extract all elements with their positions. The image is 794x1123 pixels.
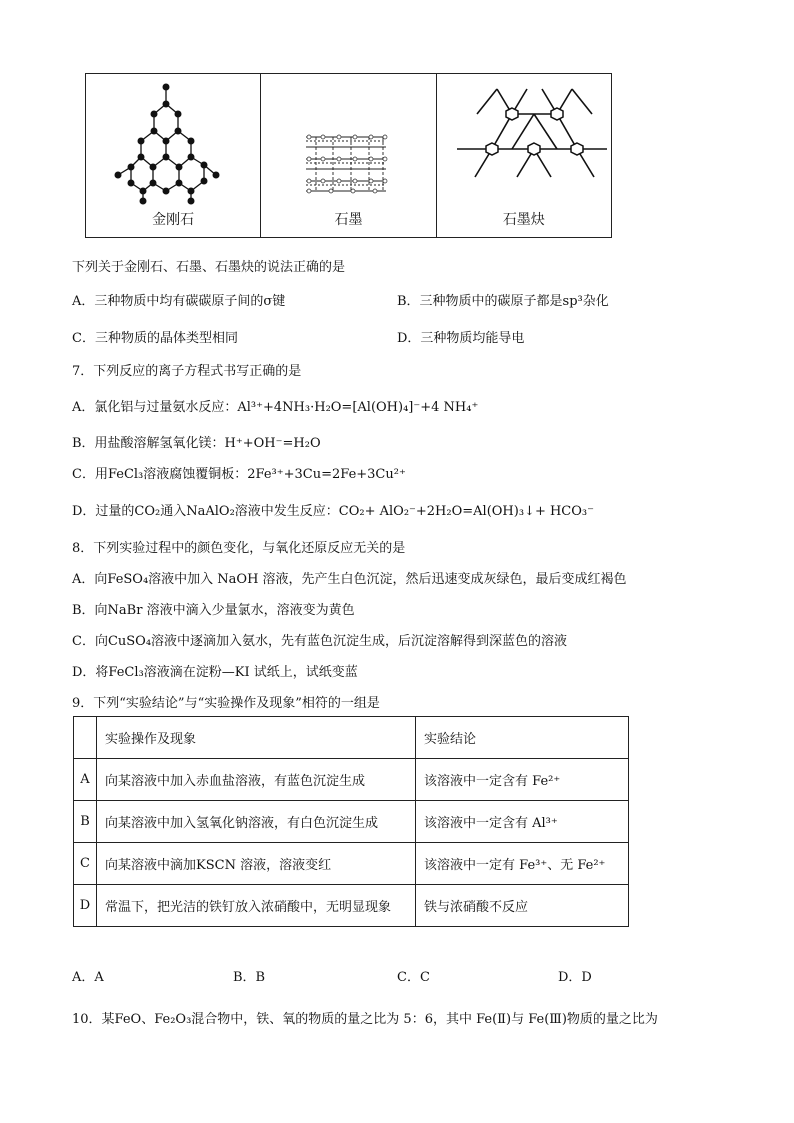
q8-stem: 8．下列实验过程中的颜色变化，与氧化还原反应无关的是 [72, 541, 406, 556]
q9-table [73, 716, 629, 927]
q9-row-conclusion: 该溶液中一定含有 Fe²⁺ [416, 759, 629, 801]
q7-option-c: C．用FeCl₃溶液腐蚀覆铜板：2Fe³⁺+3Cu=2Fe+3Cu²⁺ [72, 467, 406, 482]
q6-stem: 下列关于金刚石、石墨、石墨炔的说法正确的是 [72, 260, 346, 275]
q7-option-b: B．用盐酸溶解氢氧化镁：H⁺+OH⁻=H₂O [72, 436, 321, 451]
q10-stem: 10．某FeO、Fe₂O₃混合物中，铁、氧的物质的量之比为 5：6，其中 Fe(Ⅱ)与 Fe(Ⅲ)物质的量之比为 [72, 1012, 658, 1027]
q8-option-a: A．向FeSO₄溶液中加入 NaOH 溶液，先产生白色沉淀，然后迅速变成灰绿色，最后变成红褐色 [72, 572, 627, 587]
graphite-caption: 石墨 [334, 212, 363, 228]
table-row [74, 801, 629, 843]
q9-option-a: A．A [72, 970, 104, 985]
diamond-structure-image [86, 79, 261, 209]
q8-option-b: B．向NaBr 溶液中滴入少量氯水，溶液变为黄色 [72, 603, 355, 618]
q8-option-d: D．将FeCl₃溶液滴在淀粉—KI 试纸上，试纸变蓝 [72, 665, 358, 680]
q8-option-c: C．向CuSO₄溶液中逐滴加入氨水，先有蓝色沉淀生成，后沉淀溶解得到深蓝色的溶液 [72, 634, 568, 649]
q9-row-key: A [74, 759, 97, 801]
q9-row-conclusion: 该溶液中一定含有 Al³⁺ [416, 801, 629, 843]
q9-header-conclusion: 实验结论 [416, 717, 629, 759]
diamond-figure [86, 74, 261, 237]
q9-option-b: B．B [233, 970, 266, 985]
q9-row-key: D [74, 885, 97, 927]
graphyne-figure [437, 74, 611, 237]
table-row [74, 759, 629, 801]
q9-row-operation: 向某溶液中加入氢氧化钠溶液，有白色沉淀生成 [97, 801, 416, 843]
q6-option-c: C．三种物质的晶体类型相同 [72, 331, 238, 346]
q9-row-operation: 向某溶液中滴加KSCN 溶液，溶液变红 [97, 843, 416, 885]
table-row [74, 885, 629, 927]
structure-figure-table [85, 73, 612, 238]
q9-option-d: D．D [558, 970, 592, 985]
q6-option-d: D．三种物质均能导电 [397, 331, 525, 346]
q9-table-header [74, 717, 629, 759]
graphite-structure-image [261, 79, 436, 209]
q6-option-a: A．三种物质中均有碳碳原子间的σ键 [72, 294, 286, 309]
q9-header-key [74, 717, 97, 759]
q6-option-b: B．三种物质中的碳原子都是sp³杂化 [397, 294, 609, 309]
graphyne-structure-image [437, 79, 612, 209]
q7-stem: 7．下列反应的离子方程式书写正确的是 [72, 364, 302, 379]
q9-header-operation: 实验操作及现象 [97, 717, 416, 759]
q7-option-d: D．过量的CO₂通入NaAlO₂溶液中发生反应：CO₂+ AlO₂⁻+2H₂O=Al(OH)₃↓+ HCO₃⁻ [72, 504, 594, 519]
q9-stem: 9．下列“实验结论”与“实验操作及现象”相符的一组是 [72, 696, 380, 711]
q9-row-operation: 常温下，把光洁的铁钉放入浓硝酸中，无明显现象 [97, 885, 416, 927]
table-row [74, 843, 629, 885]
q9-row-conclusion: 铁与浓硝酸不反应 [416, 885, 629, 927]
q9-row-conclusion: 该溶液中一定有 Fe³⁺、无 Fe²⁺ [416, 843, 629, 885]
q9-row-key: C [74, 843, 97, 885]
q9-row-key: B [74, 801, 97, 843]
q9-option-c: C．C [397, 970, 430, 985]
diamond-caption: 金刚石 [152, 212, 195, 228]
q7-option-a: A．氯化铝与过量氨水反应：Al³⁺+4NH₃·H₂O=[Al(OH)₄]⁻+4 NH₄⁺ [72, 400, 479, 415]
graphyne-caption: 石墨炔 [502, 212, 545, 228]
q9-row-operation: 向某溶液中加入赤血盐溶液，有蓝色沉淀生成 [97, 759, 416, 801]
graphite-figure [261, 74, 436, 237]
